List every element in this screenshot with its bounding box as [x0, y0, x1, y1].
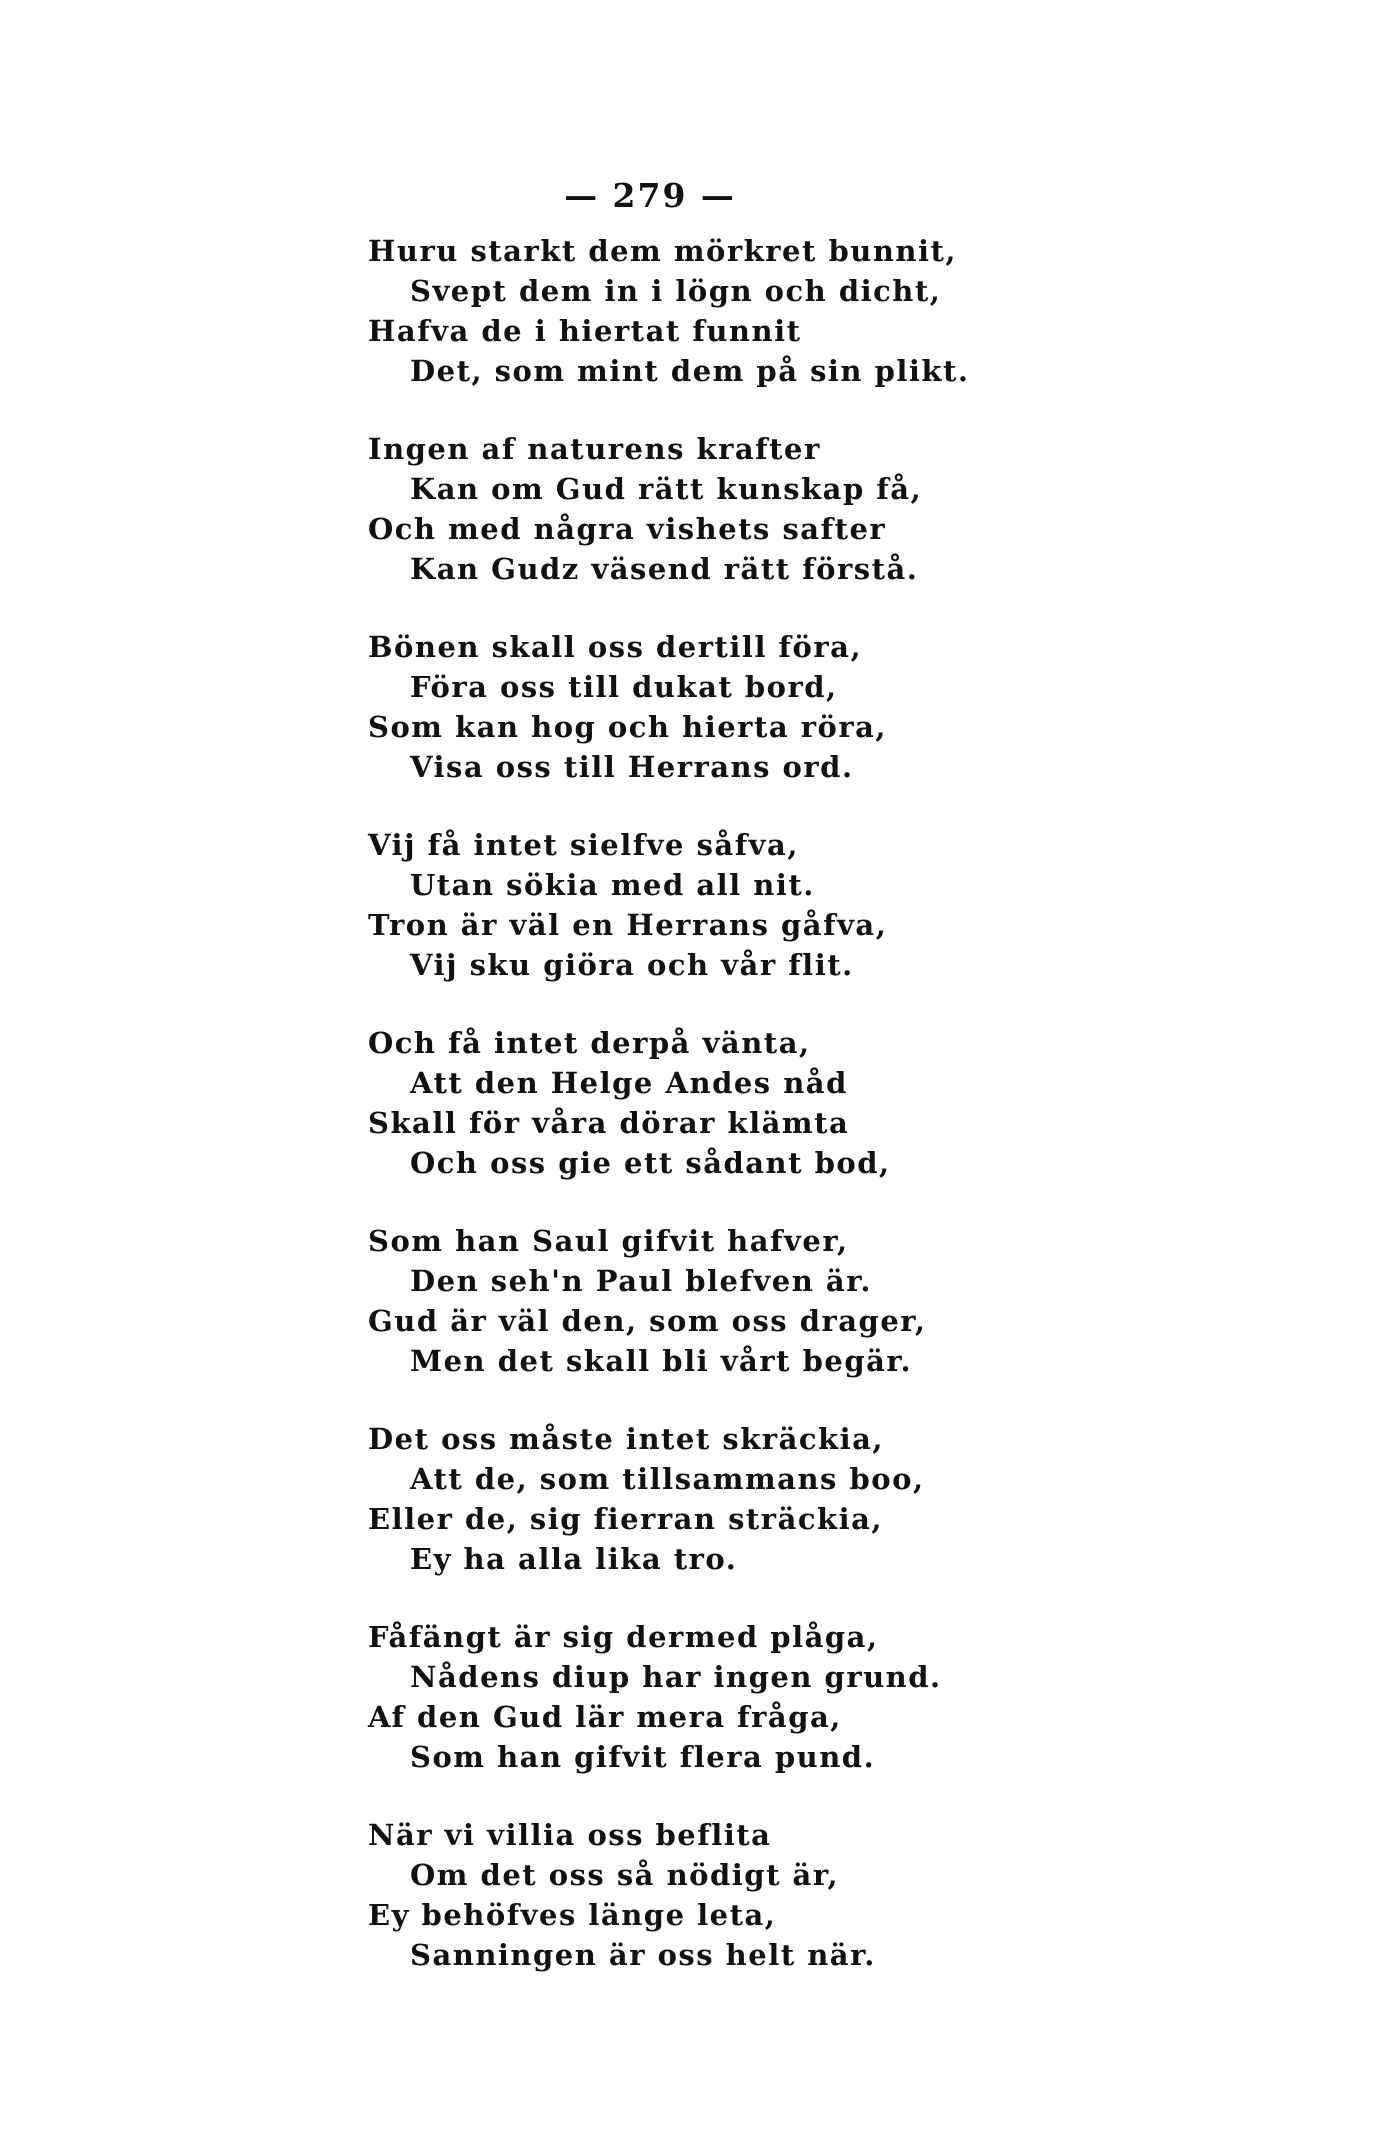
poem-line: Det, som mint dem på sin plikt.: [410, 354, 970, 388]
poem: [368, 231, 1008, 2013]
poem-line: Den seh'n Paul blefven är.: [410, 1264, 872, 1298]
poem-line: Men det skall bli vårt begär.: [410, 1344, 913, 1378]
poem-line: Och få intet derpå vänta,: [368, 1026, 811, 1060]
poem-line: Af den Gud lär mera fråga,: [368, 1700, 842, 1734]
poem-line: Som han gifvit flera pund.: [410, 1740, 876, 1774]
poem-line: Ey ha alla lika tro.: [410, 1542, 738, 1576]
poem-line: Vij sku giöra och vår flit.: [410, 948, 854, 982]
poem-line: Bönen skall oss dertill föra,: [368, 630, 863, 664]
poem-line: Sanningen är oss helt när.: [410, 1938, 876, 1972]
poem-line: Kan om Gud rätt kunskap få,: [410, 472, 923, 506]
poem-line: Och oss gie ett sådant bod,: [410, 1146, 891, 1180]
poem-line: Kan Gudz väsend rätt förstå.: [410, 552, 919, 586]
stanza: [368, 1221, 1008, 1381]
poem-line: Eller de, sig fierran sträckia,: [368, 1502, 884, 1536]
poem-line: Hafva de i hiertat funnit: [368, 314, 802, 348]
poem-line: Tron är väl en Herrans gåfva,: [368, 908, 888, 942]
poem-line: Ey behöfves länge leta,: [368, 1898, 777, 1932]
poem-line: Som han Saul gifvit hafver,: [368, 1224, 849, 1258]
poem-line: Fåfängt är sig dermed plåga,: [368, 1620, 879, 1654]
stanza: [368, 1419, 1008, 1579]
poem-line: Skall för våra dörar klämta: [368, 1106, 850, 1140]
poem-line: Vij få intet sielfve såfva,: [368, 828, 799, 862]
stanza: [368, 231, 1008, 391]
poem-line: Att de, som tillsammans boo,: [410, 1462, 925, 1496]
poem-line: Gud är väl den, som oss drager,: [368, 1304, 927, 1338]
poem-line: Det oss måste intet skräckia,: [368, 1422, 885, 1456]
poem-line: Svept dem in i lögn och dicht,: [410, 274, 942, 308]
poem-line: Om det oss så nödigt är,: [410, 1858, 840, 1892]
stanza: [368, 429, 1008, 589]
poem-line: Och med några vishets safter: [368, 512, 887, 546]
poem-line: Att den Helge Andes nåd: [410, 1066, 848, 1100]
poem-line: Föra oss till dukat bord,: [410, 670, 838, 704]
page-number: — 279 —: [564, 176, 736, 215]
poem-line: Nådens diup har ingen grund.: [410, 1660, 942, 1694]
stanza: [368, 825, 1008, 985]
poem-line: Utan sökia med all nit.: [410, 868, 815, 902]
poem-line: Visa oss till Herrans ord.: [410, 750, 854, 784]
stanza: [368, 1815, 1008, 1975]
poem-line: Huru starkt dem mörkret bunnit,: [368, 234, 957, 268]
poem-line: När vi villia oss beflita: [368, 1818, 772, 1852]
poem-line: Som kan hog och hierta röra,: [368, 710, 888, 744]
stanza: [368, 1023, 1008, 1183]
stanza: [368, 1617, 1008, 1777]
stanza: [368, 627, 1008, 787]
poem-line: Ingen af naturens krafter: [368, 432, 821, 466]
